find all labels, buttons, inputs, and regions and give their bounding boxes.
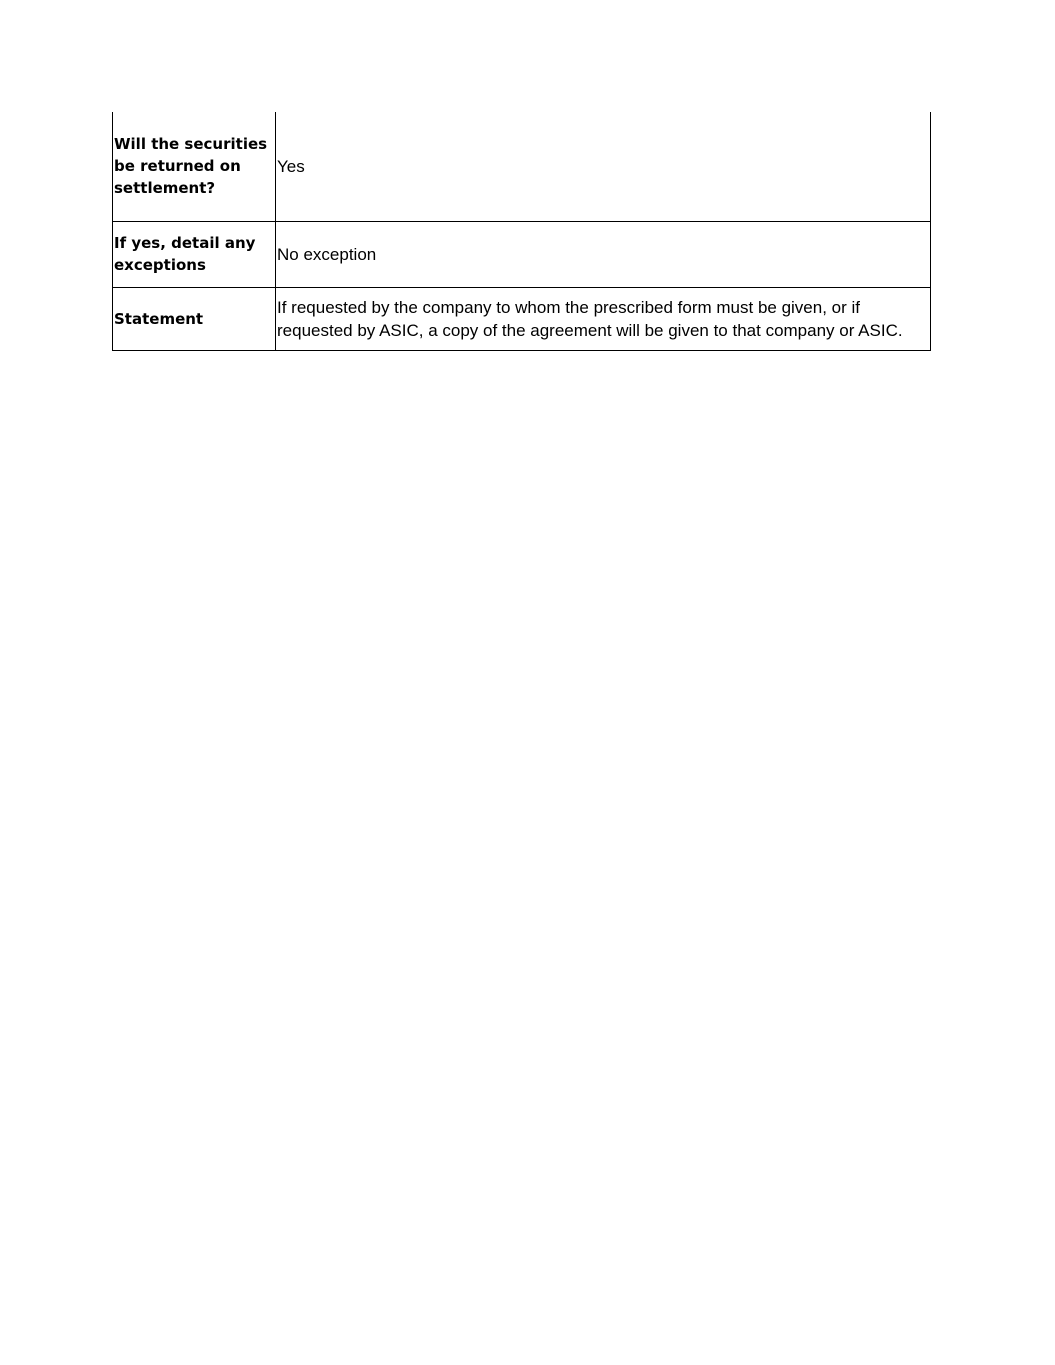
table-row-statement <box>113 287 931 350</box>
row-value: Yes <box>276 112 931 221</box>
row-label: Will the securities be returned on settlement? <box>113 112 276 221</box>
table-row-securities-returned <box>113 112 931 221</box>
row-label: If yes, detail any exceptions <box>113 221 276 287</box>
row-label: Statement <box>113 287 276 350</box>
table-row-exceptions <box>113 221 931 287</box>
disclosure-table <box>112 112 931 351</box>
row-value: No exception <box>276 221 931 287</box>
row-value: If requested by the company to whom the prescribed form must be given, or if requested by ASIC, a copy of the agreement will be given to that company or ASIC. <box>276 287 931 350</box>
